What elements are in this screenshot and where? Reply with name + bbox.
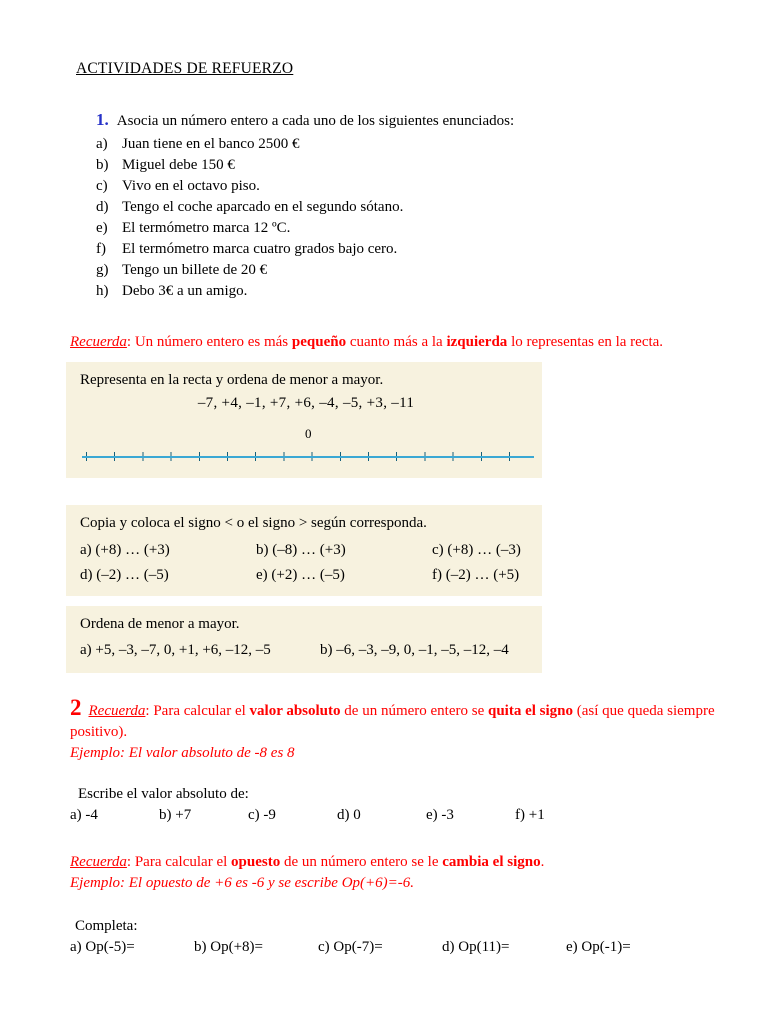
value-item: a) -4 (70, 807, 98, 823)
op-item: b) Op(+8)= (194, 939, 263, 955)
list-item-text: Debo 3€ a un amigo. (122, 283, 248, 299)
compare-item: f) (–2) … (+5) (432, 567, 520, 583)
compare-item: b) (–8) … (+3) (256, 542, 346, 558)
number-line-axis (82, 456, 534, 458)
op-item: e) Op(-1)= (566, 939, 631, 955)
op-item: c) Op(-7)= (318, 939, 383, 955)
value-item: c) -9 (248, 807, 276, 823)
escribe-prompt: Escribe el valor absoluto de: (78, 786, 249, 802)
compare-item: e) (+2) … (–5) (256, 567, 345, 583)
ordena-item-a: a) +5, –3, –7, 0, +1, +6, –12, –5 (80, 642, 271, 658)
recuerda-text: de un número entero se (340, 703, 488, 719)
exercise-1-heading (96, 109, 710, 132)
list-item (96, 176, 710, 197)
recuerda-note-1 (70, 332, 718, 353)
absolute-values-row (70, 805, 710, 826)
list-item-text: Juan tiene en el banco 2500 € (122, 136, 300, 152)
ordena-title: Ordena de menor a mayor. (80, 616, 240, 632)
list-item-label: a) (96, 136, 108, 152)
list-item-text: El termómetro marca 12 ºC. (122, 220, 291, 236)
recuerda-bold-word: cambia el signo (442, 854, 541, 870)
page-title: ACTIVIDADES DE REFUERZO (76, 60, 294, 77)
recuerda-lead: Recuerda (88, 703, 146, 719)
list-item-label: e) (96, 220, 108, 236)
value-item: d) 0 (337, 807, 361, 823)
list-item-text: El termómetro marca cuatro grados bajo cero. (122, 241, 398, 257)
recuerda-text: : Para calcular el (126, 854, 232, 870)
compare-item: c) (+8) … (–3) (432, 542, 521, 558)
value-item: f) +1 (515, 807, 545, 823)
recuerda-text: lo representas en la recta. (507, 334, 664, 350)
exercise-2-number: 2 (70, 695, 82, 720)
recuerda-text: de un número entero se le (280, 854, 443, 870)
zero-label: 0 (305, 426, 312, 441)
recuerda-lead: Recuerda (70, 334, 127, 350)
recuerda-bold-word: izquierda (446, 334, 508, 350)
ordena-item-b: b) –6, –3, –9, 0, –1, –5, –12, –4 (320, 642, 509, 658)
list-item-label: c) (96, 178, 108, 194)
exercise-1-prompt: Asocia un número entero a cada uno de los siguientes enunciados: (116, 113, 515, 129)
recuerda-bold-word: quita el signo (487, 703, 574, 719)
compare-grid (80, 540, 532, 586)
recuerda-text: cuanto más a la (346, 334, 447, 350)
recuerda-text: : Un número entero es más (126, 334, 292, 350)
recuerda-note-3 (70, 852, 710, 873)
recuerda-text: : Para calcular el (145, 703, 250, 719)
list-item-label: h) (96, 283, 109, 299)
representa-title: Representa en la recta y ordena de menor a mayor. (80, 372, 384, 388)
compare-item: d) (–2) … (–5) (80, 567, 169, 583)
exercise-2 (70, 695, 715, 958)
exercise-1 (70, 109, 710, 302)
list-item-text: Vivo en el octavo piso. (122, 178, 260, 194)
list-item (96, 197, 710, 218)
list-item-text: Tengo el coche aparcado en el segundo sótano. (122, 199, 404, 215)
ordena-box (66, 606, 542, 673)
recuerda-bold-word: opuesto (231, 854, 281, 870)
recuerda-note-2 (70, 697, 725, 743)
list-item (96, 239, 710, 260)
recuerda-bold-word: valor absoluto (249, 703, 341, 719)
list-item (96, 134, 710, 155)
list-item-text: Tengo un billete de 20 € (122, 262, 268, 278)
compare-item: a) (+8) … (+3) (80, 542, 170, 558)
completa-prompt: Completa: (75, 918, 138, 934)
list-item (96, 260, 710, 281)
list-item-text: Miguel debe 150 € (122, 157, 235, 173)
value-item: e) -3 (426, 807, 454, 823)
value-item: b) +7 (159, 807, 192, 823)
list-item-label: g) (96, 262, 109, 278)
recuerda-bold-word: pequeño (291, 334, 347, 350)
compare-title: Copia y coloca el signo < o el signo > según corresponda. (80, 515, 427, 531)
recuerda-text: (así que queda siempre positivo). (70, 703, 715, 740)
compare-box (66, 505, 542, 596)
op-item: d) Op(11)= (442, 939, 510, 955)
number-line (86, 426, 530, 462)
op-item: a) Op(-5)= (70, 939, 135, 955)
ejemplo-note: Ejemplo: El valor absoluto de -8 es 8 (70, 745, 295, 761)
recuerda-lead: Recuerda (70, 854, 127, 870)
list-item (96, 218, 710, 239)
list-item (96, 281, 710, 302)
list-item-label: b) (96, 157, 109, 173)
ejemplo-note: Ejemplo: El opuesto de +6 es -6 y se escribe Op(+6)=-6. (70, 875, 415, 891)
opposites-row (70, 937, 710, 958)
list-item (96, 155, 710, 176)
list-item-label: d) (96, 199, 109, 215)
exercise-1-number: 1. (96, 110, 109, 129)
ordena-row (80, 640, 532, 661)
list-item-label: f) (96, 241, 106, 257)
recuerda-text: . (540, 854, 545, 870)
representa-box (66, 362, 542, 478)
numbers-to-place: –7, +4, –1, +7, +6, –4, –5, +3, –11 (197, 395, 415, 411)
